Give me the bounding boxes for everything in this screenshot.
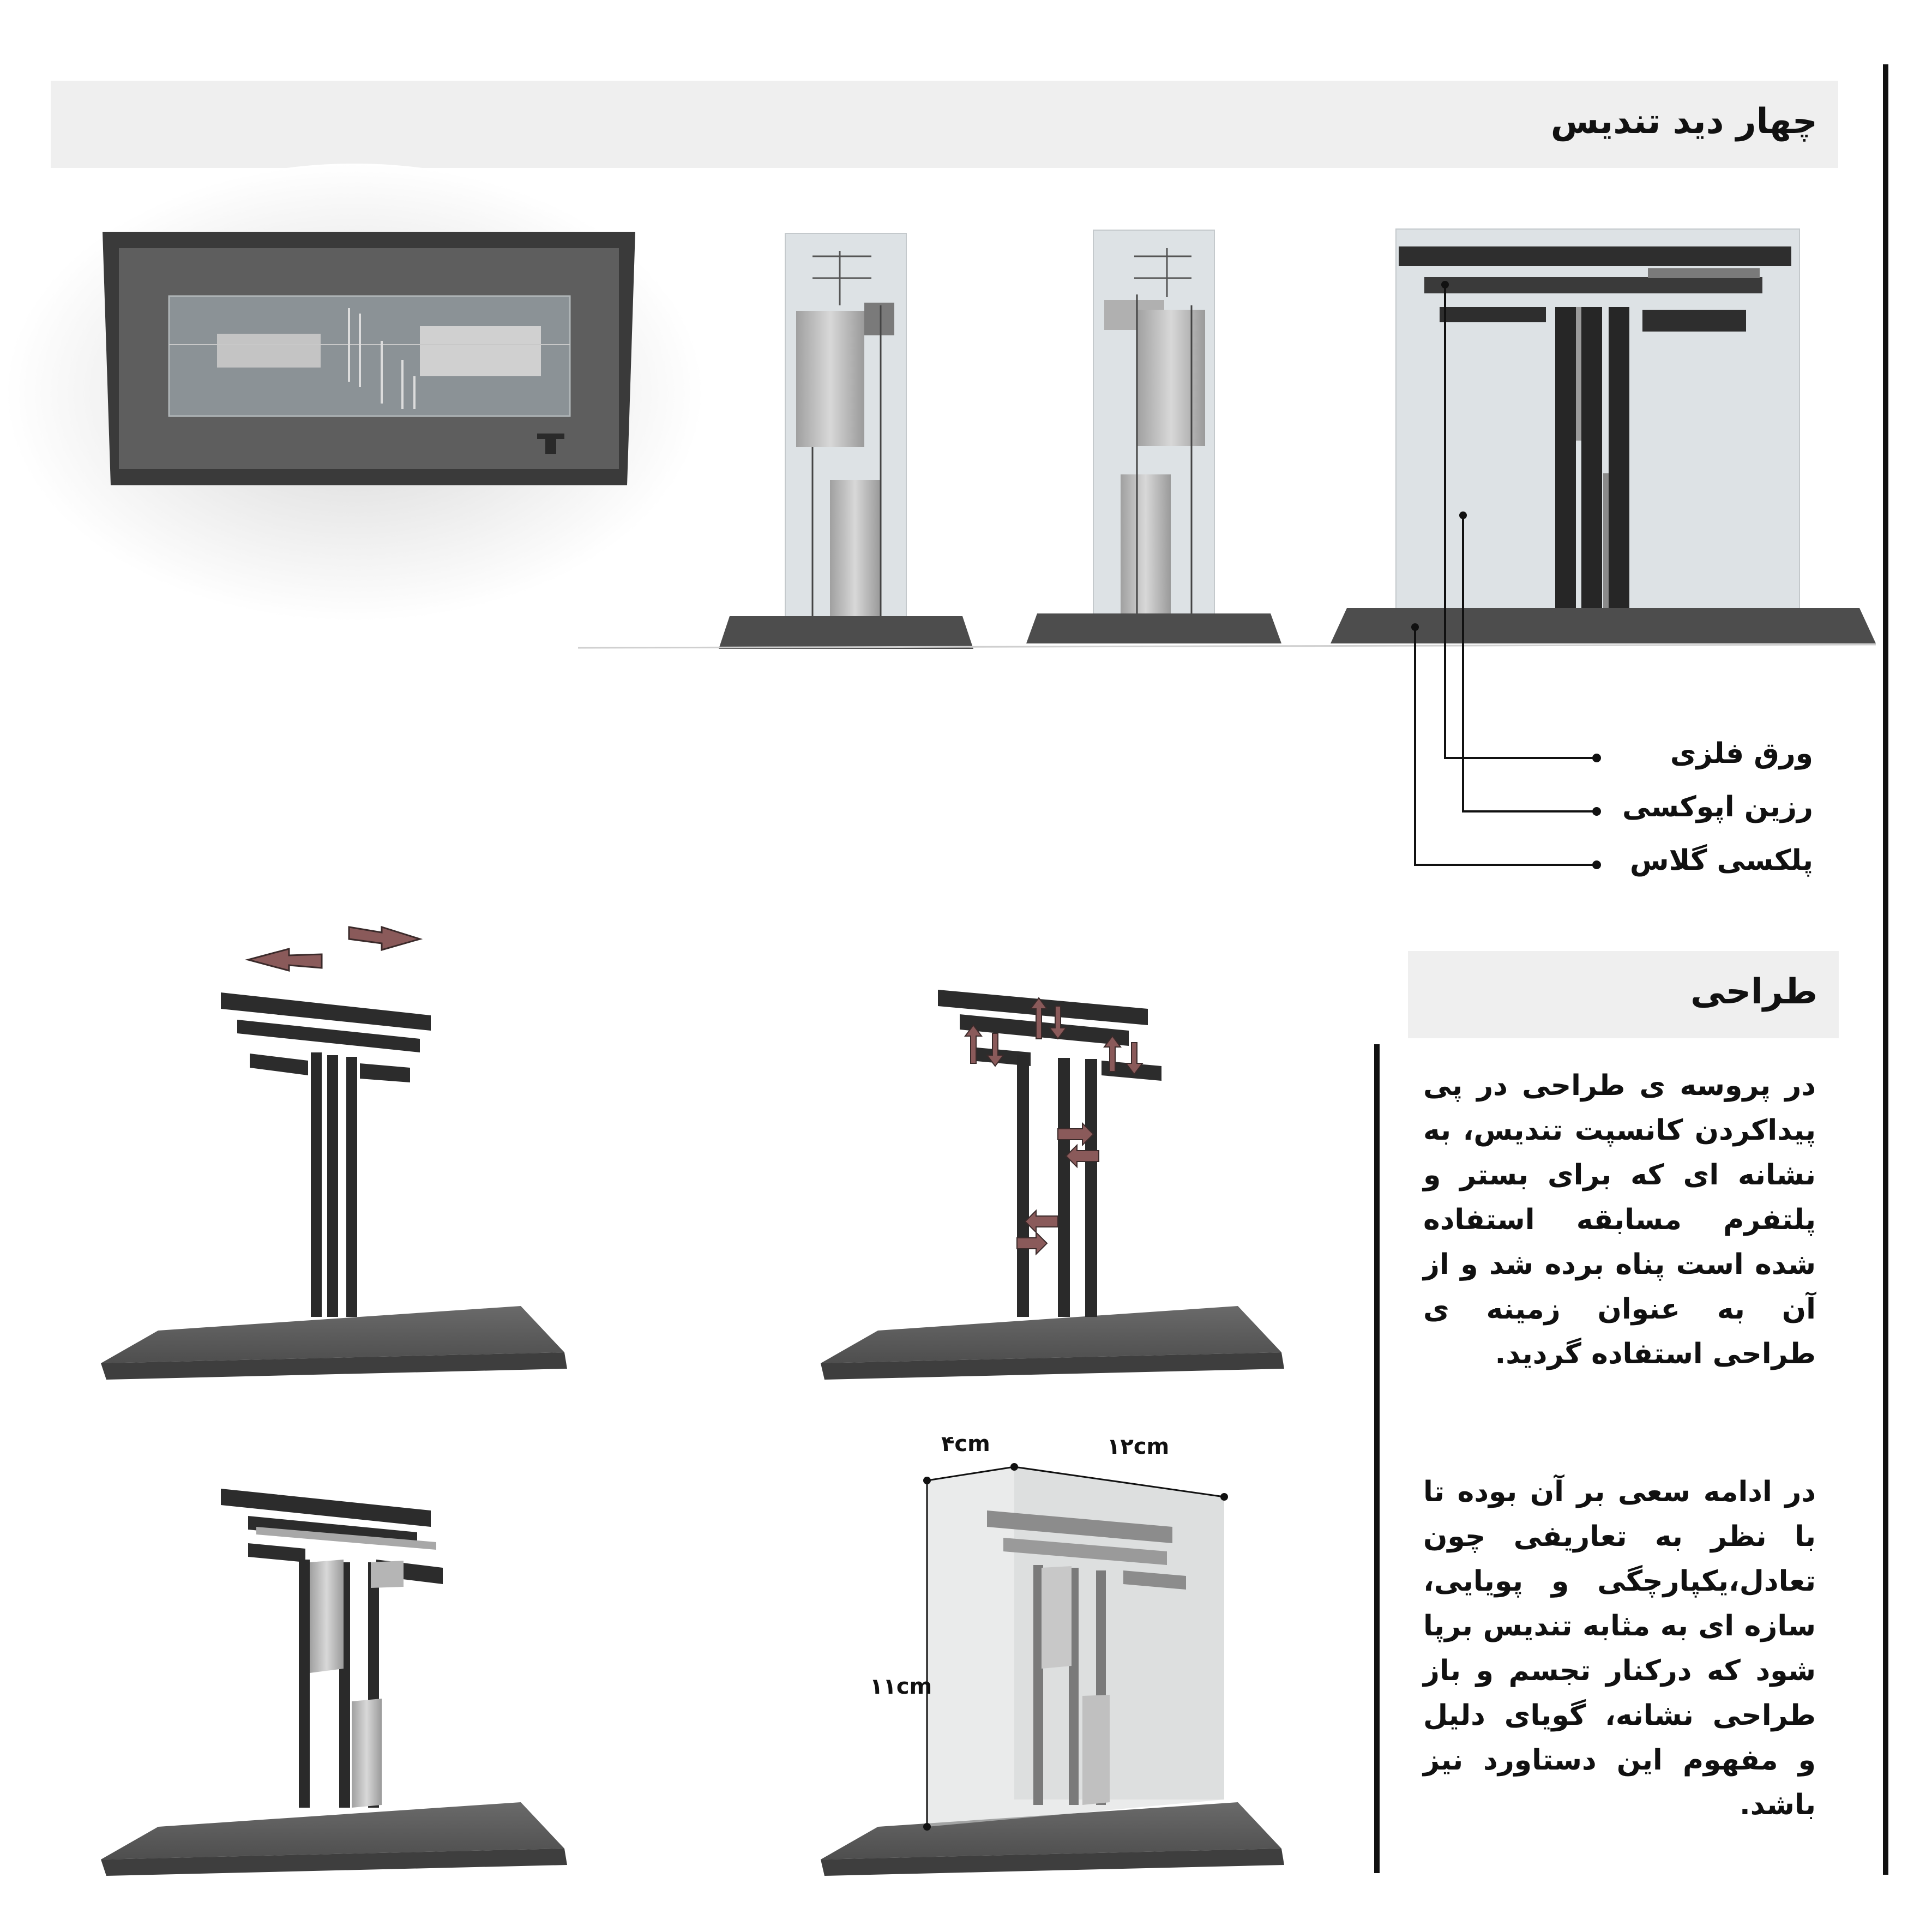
legend-epoxy-resin: رزین اپوکسی (1622, 791, 1813, 823)
dimension-height: ۱۱cm (870, 1674, 932, 1699)
legend-plexiglass: پلکسی گلاس (1629, 844, 1813, 877)
perspective-step-2 (821, 990, 1284, 1380)
dimension-width: ۱۲cm (1107, 1434, 1170, 1459)
side-view-left (719, 233, 973, 649)
front-view (578, 229, 1876, 869)
design-paragraph-2: در ادامه سعی بر آن بوده تا با نظر به تعاریفی چون تعادل،یکپارچگی و پویایی، سازه ای به مثابه تندیس برپا شود که درکنار تجسم و باز طراحی نشانه، گویای دلیل و مفهوم این دستاورد نیز باشد. (1423, 1476, 1816, 1821)
design-paragraph-1: در پروسه ی طراحی در پی پیداکردن کانسپت تندیس، به نشانه ای که برای بستر و پلتفرم مسابقه استفاده شده است پناه برده شد و از آن به عنوان زمینه ی طراحی استفاده گردید. (1423, 1069, 1816, 1370)
perspective-step-4 (821, 1463, 1284, 1876)
perspective-step-1 (101, 927, 567, 1380)
perspective-step-3 (101, 1489, 567, 1876)
top-view (5, 164, 703, 622)
views-title: چهار دید تندیس (1550, 101, 1817, 142)
dimension-depth: ۴cm (941, 1431, 990, 1456)
legend-metal-sheet: ورق فلزی (1670, 737, 1813, 770)
side-view-right (1026, 230, 1281, 643)
design-title: طراحی (1690, 972, 1817, 1012)
